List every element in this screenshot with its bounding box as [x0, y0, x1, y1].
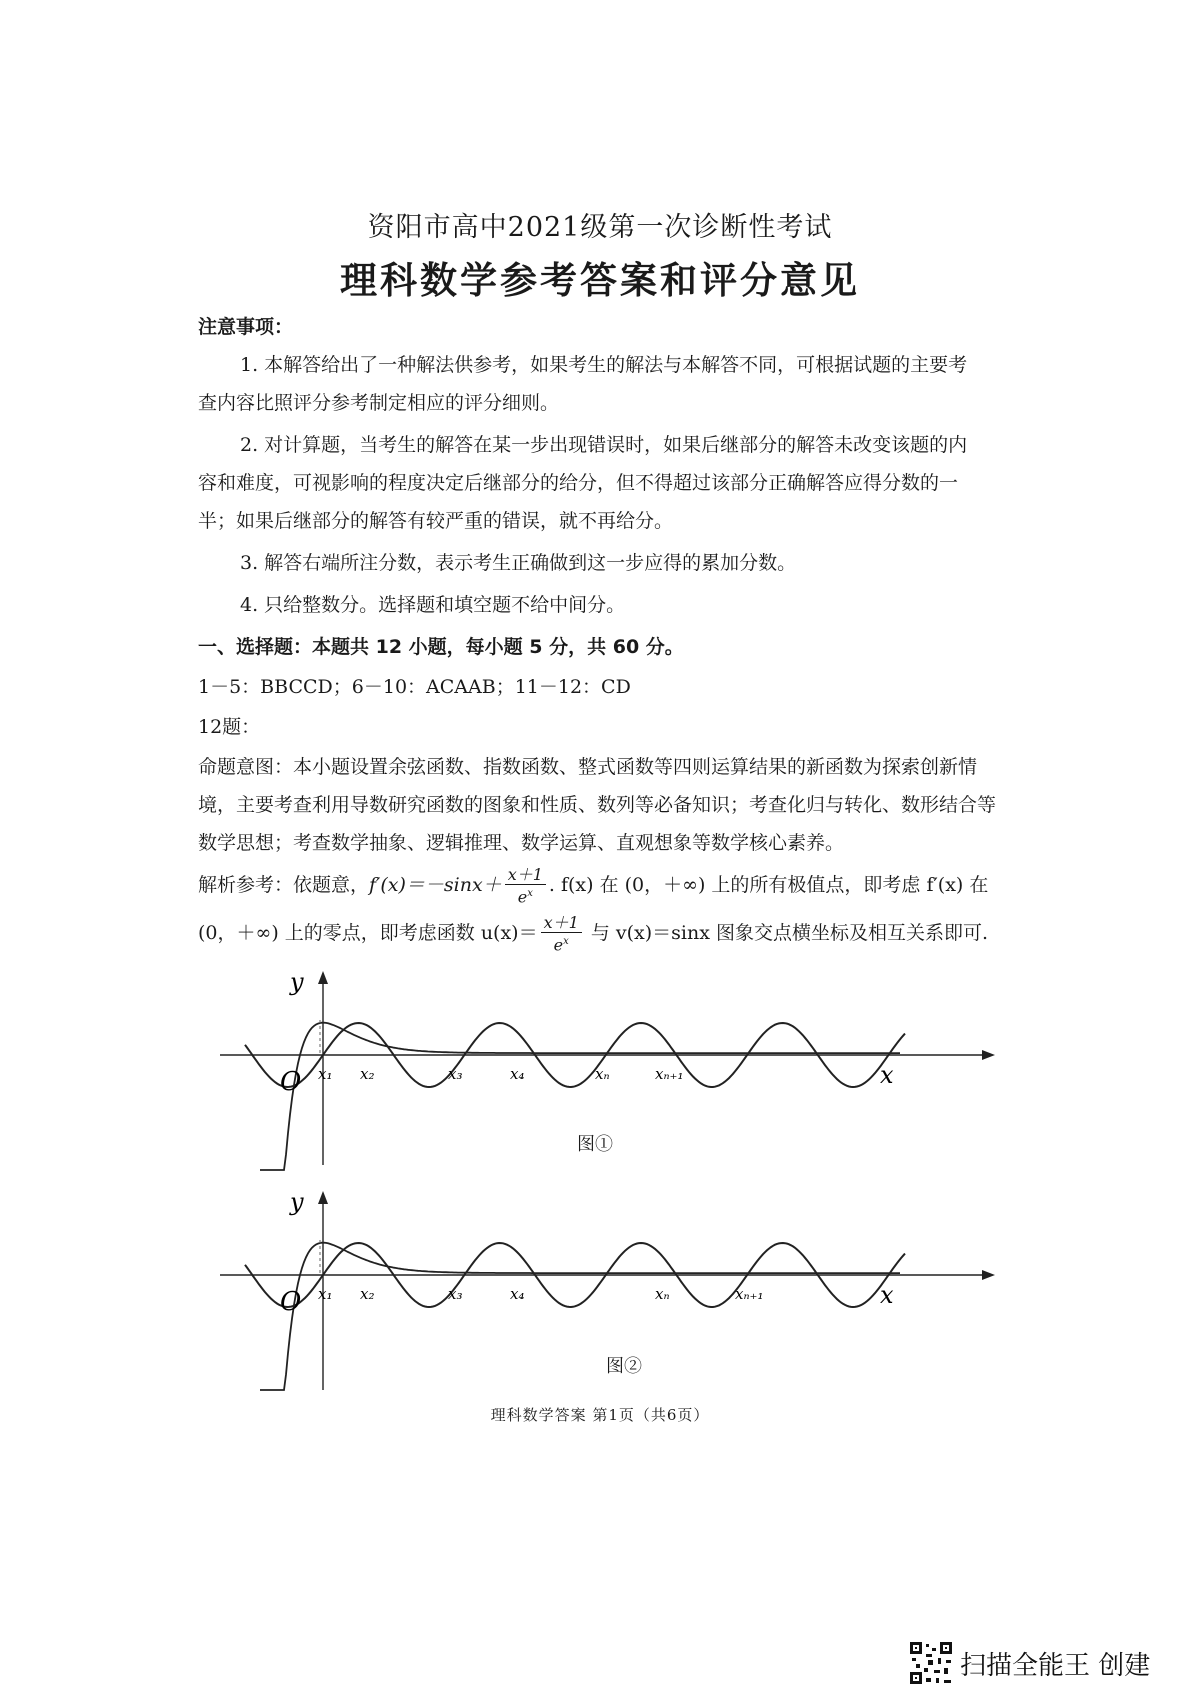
u-curve — [260, 1243, 900, 1390]
note-1-line-1: 1. 本解答给出了一种解法供参考，如果考生的解法与本解答不同，可根据试题的主要考 — [240, 354, 968, 376]
origin-label: O — [280, 1067, 302, 1097]
intent-line-1: 命题意图：本小题设置余弦函数、指数函数、整式函数等四则运算结果的新函数为探索创新情 — [198, 756, 978, 778]
figure-1-caption: 图① — [577, 1134, 613, 1155]
analysis-zero-points: (0，＋∞) 上的零点，即考虑函数 u(x)＝ — [198, 922, 538, 945]
fraction-base-2: e — [553, 935, 564, 955]
notes-heading: 注意事项： — [198, 316, 294, 338]
exam-title: 资阳市高中2021级第一次诊断性考试 — [367, 212, 833, 243]
point-label-x3: x₃ — [448, 1285, 463, 1303]
intent-line-2: 境，主要考查利用导数研究函数的图象和性质、数列等必备知识；考查化归与转化、数形结合等 — [198, 794, 997, 816]
question-12-label: 12题： — [198, 716, 261, 738]
point-label-xn1: xₙ₊₁ — [735, 1285, 764, 1303]
note-1-line-2: 查内容比照评分参考制定相应的评分细则。 — [198, 392, 560, 414]
y-axis-arrow — [318, 971, 328, 984]
point-label-x4: x₄ — [510, 1285, 525, 1303]
fraction-term-2 — [541, 914, 582, 954]
y-axis-arrow — [318, 1191, 328, 1204]
fraction-numerator: x＋1 — [505, 866, 546, 885]
x-axis-arrow — [982, 1270, 995, 1280]
analysis-lead: 解析参考：依题意， — [198, 874, 370, 897]
analysis-continue: . f(x) 在 (0，＋∞) 上的所有极值点，即考虑 f′(x) 在 — [548, 874, 989, 897]
figure-2-caption: 图② — [606, 1356, 642, 1377]
analysis-line-1 — [198, 866, 988, 906]
fraction-denominator — [505, 885, 546, 906]
point-label-x2: x₂ — [360, 1285, 375, 1303]
fraction-base: e — [517, 887, 528, 907]
page-footer: 理科数学答案 第1页（共6页） — [490, 1406, 710, 1424]
point-label-xn: xₙ — [595, 1065, 610, 1083]
derivative-formula: f′(x)＝－sinx＋ — [369, 874, 502, 897]
section-1-heading: 一、选择题：本题共 12 小题，每小题 5 分，共 60 分。 — [198, 636, 684, 658]
note-4: 4. 只给整数分。选择题和填空题不给中间分。 — [240, 594, 626, 616]
note-3: 3. 解答右端所注分数，表示考生正确做到这一步应得的累加分数。 — [240, 552, 797, 574]
note-2-line-1: 2. 对计算题，当考生的解答在某一步出现错误时，如果后继部分的解答未改变该题的内 — [240, 434, 968, 456]
intent-line-3: 数学思想；考查数学抽象、逻辑推理、数学运算、直观想象等数学核心素养。 — [198, 832, 845, 854]
origin-label: O — [280, 1287, 302, 1317]
fraction-term — [505, 866, 546, 906]
note-2-line-2: 容和难度，可视影响的程度决定后继部分的给分，但不得超过该部分正确解答应得分数的一 — [198, 472, 959, 494]
point-label-x1: x₁ — [318, 1285, 333, 1303]
analysis-end: 与 v(x)＝sinx 图象交点横坐标及相互关系即可. — [584, 922, 989, 945]
x-axis-label: x — [880, 1061, 894, 1089]
fraction-exponent: x — [527, 888, 533, 899]
point-label-x1: x₁ — [318, 1065, 333, 1083]
answer-key-title: 理科数学参考答案和评分意见 — [340, 259, 860, 302]
point-label-xn: xₙ — [655, 1285, 670, 1303]
note-2-line-3: 半；如果后继部分的解答有较严重的错误，就不再给分。 — [198, 510, 674, 532]
x-axis-arrow — [982, 1050, 995, 1060]
point-label-x4: x₄ — [510, 1065, 525, 1083]
point-label-x2: x₂ — [360, 1065, 375, 1083]
point-label-x3: x₃ — [448, 1065, 463, 1083]
fraction-numerator-2: x＋1 — [541, 914, 582, 933]
qr-code-icon — [908, 1640, 954, 1686]
analysis-line-2 — [198, 914, 988, 954]
choice-answers: 1－5：BBCCD；6－10：ACAAB；11－12：CD — [198, 676, 631, 698]
y-axis-label: y — [290, 968, 304, 996]
scanner-watermark: 扫描全能王 创建 — [960, 1651, 1151, 1681]
x-axis-label: x — [880, 1281, 894, 1309]
y-axis-label: y — [290, 1188, 304, 1216]
fraction-exponent-2: x — [563, 936, 569, 947]
fraction-denominator-2 — [541, 933, 582, 954]
point-label-xn1: xₙ₊₁ — [655, 1065, 684, 1083]
